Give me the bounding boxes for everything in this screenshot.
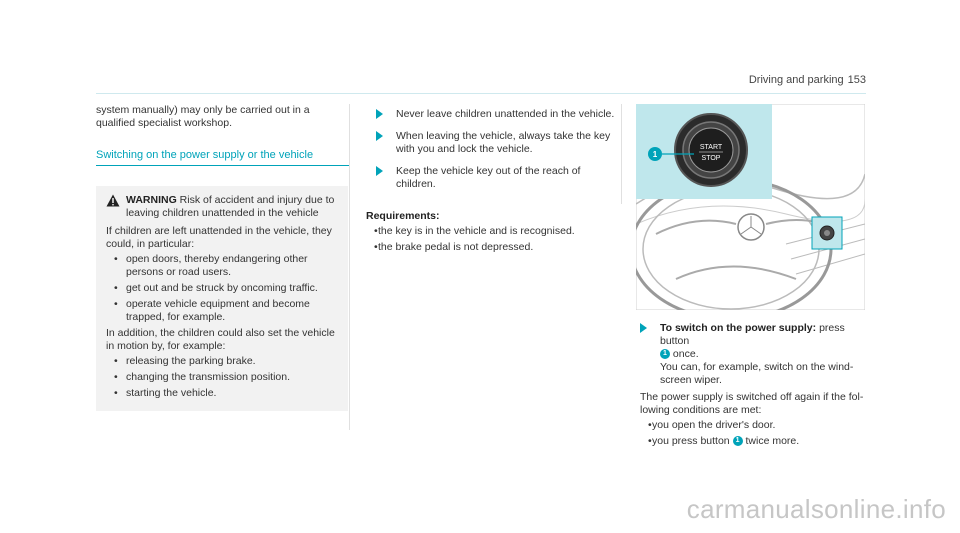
warning-triangle-icon	[106, 194, 120, 207]
warning-text	[126, 194, 338, 220]
header-rule	[96, 93, 866, 94]
column-1	[96, 104, 350, 411]
conditions-text: The power supply is switched off again if the following conditions are met:	[640, 391, 864, 416]
arrow-icon	[376, 109, 383, 119]
list-item: • the brake pedal is not depressed.	[366, 241, 621, 254]
column-divider	[349, 104, 350, 430]
intro-text: system manually) may only be carried out in a qualified specialist workshop.	[96, 104, 310, 129]
callout-number: 1	[652, 150, 658, 159]
requirements-list	[366, 225, 621, 254]
page-number: 153	[847, 74, 866, 86]
list-item: • releasing the parking brake.	[106, 355, 338, 368]
step-item: Keep the vehicle key out of the reach of children.	[376, 165, 621, 191]
switch-on-step	[640, 322, 866, 387]
callout-badge: 1	[733, 436, 743, 446]
button-label-stop: STOP	[701, 155, 721, 162]
warning-header	[106, 194, 338, 220]
warning-steps	[366, 104, 621, 208]
callout-badge: 1	[660, 349, 670, 359]
list-item: • open doors, thereby endangering other persons or road users.	[106, 253, 338, 279]
running-header	[749, 74, 866, 86]
list-item: • get out and be struck by oncoming traffic.	[106, 282, 338, 295]
warning-message: Risk of accident and injury due to leaving children unattended in the vehicle	[126, 194, 335, 219]
warning-list-2	[106, 355, 338, 400]
requirements	[366, 210, 621, 254]
column-3	[640, 322, 866, 451]
list-item: • you open the driver's door.	[640, 419, 866, 432]
step-text-b: once.	[672, 348, 699, 360]
arrow-icon	[376, 131, 383, 141]
warning-label: WARNING	[126, 194, 177, 206]
steering-wheel-illustration	[636, 104, 865, 310]
arrow-icon	[640, 323, 647, 333]
dashboard-image	[636, 104, 865, 310]
column-2	[366, 104, 621, 257]
header-section: Driving and parking	[748, 74, 844, 86]
warning-p2: In addition, the children could also set the vehicle in motion by, for example:	[106, 327, 335, 352]
warning-p1: If children are left unattended in the vehicle, they could, in particular:	[106, 225, 332, 250]
list-item: • starting the vehicle.	[106, 387, 338, 400]
step-item: When leaving the vehicle, always take the key with you and lock the vehicle.	[376, 130, 621, 156]
list-item: • the key is in the vehicle and is recognised.	[366, 225, 621, 238]
list-item: • changing the transmission position.	[106, 371, 338, 384]
conditions-list	[640, 419, 866, 448]
button-label-start: START	[699, 144, 723, 151]
column-divider	[621, 104, 622, 204]
requirements-label: Requirements:	[366, 210, 440, 222]
step-text-a: press button	[660, 322, 845, 347]
arrow-icon	[376, 166, 383, 176]
warning-list-1	[106, 253, 338, 324]
list-item: • operate vehicle equipment and become trapped, for example.	[106, 298, 338, 324]
list-item: • you press button 1 twice more.	[640, 435, 866, 448]
step-item: Never leave children unattended in the vehicle.	[376, 108, 621, 121]
step-label: To switch on the power supply:	[660, 322, 817, 334]
warning-box	[96, 186, 348, 411]
watermark: carmanualsonline.info	[686, 494, 946, 524]
step-text-c: You can, for example, switch on the windscreen wiper.	[660, 361, 854, 386]
section-title: Switching on the power supply or the vehicle	[96, 149, 350, 166]
